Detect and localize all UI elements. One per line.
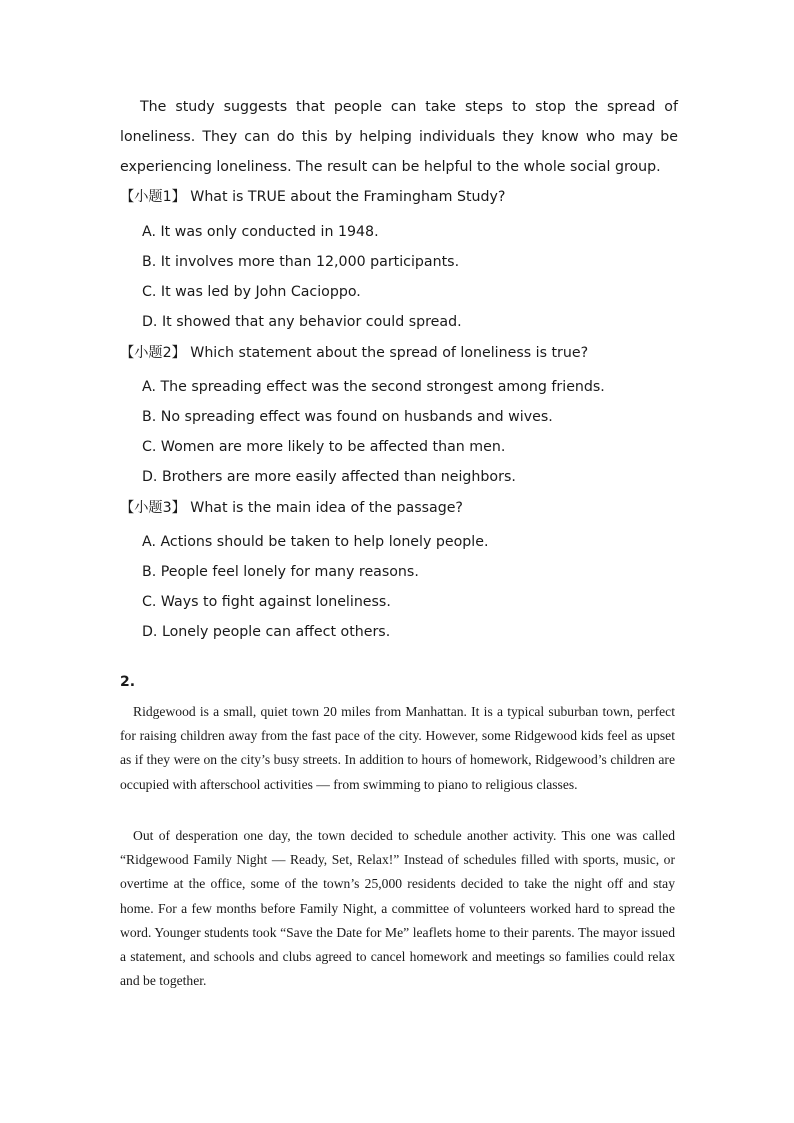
question-3-option-b: B. People feel lonely for many reasons. xyxy=(142,564,419,580)
question-1-stem: 【小题1】 What is TRUE about the Framingham Study? xyxy=(120,189,506,205)
question-3-option-d: D. Lonely people can affect others. xyxy=(142,624,391,640)
section-number: 2. xyxy=(120,674,136,690)
passage2-paragraph-2: Out of desperation one day, the town decided to schedule another activity. This one was called “Ridgewood Family Night — Ready, Set, Relax!” Instead of schedules filled with sports, music, or overtime at the office, some of the town’s 25,000 residents decided to take the night off and stay home. For a few months before Family Night, a committee of volunteers worked hard to spread the word. Younger students took “Save the Date for Me” leaflets home to their parents. The mayor issued a statement, and schools and clubs agreed to cancel homework and meetings so families could relax and be together. xyxy=(120,828,675,989)
question-3-stem: 【小题3】 What is the main idea of the passage? xyxy=(120,500,463,516)
question-1-option-d: D. It showed that any behavior could spread. xyxy=(142,314,462,330)
question-1-option-c: C. It was led by John Cacioppo. xyxy=(142,284,361,300)
question-3-option-a: A. Actions should be taken to help lonely people. xyxy=(142,534,489,550)
question-2-option-b: B. No spreading effect was found on husbands and wives. xyxy=(142,409,553,425)
question-2-option-a: A. The spreading effect was the second strongest among friends. xyxy=(142,379,605,395)
question-3-option-c: C. Ways to fight against loneliness. xyxy=(142,594,391,610)
question-1-option-a: A. It was only conducted in 1948. xyxy=(142,224,379,240)
question-2-option-d: D. Brothers are more easily affected than neighbors. xyxy=(142,469,516,485)
question-2-stem: 【小题2】 Which statement about the spread of loneliness is true? xyxy=(120,345,589,361)
question-2-option-c: C. Women are more likely to be affected than men. xyxy=(142,439,506,455)
passage2-paragraph-1: Ridgewood is a small, quiet town 20 miles from Manhattan. It is a typical suburban town, perfect for raising children away from the fast pace of the city. However, some Ridgewood kids feel as upset as if they were on the city’s busy streets. In addition to hours of homework, Ridgewood’s children are occupied with afterschool activities — from swimming to piano to religious classes. xyxy=(120,704,675,792)
question-1-option-b: B. It involves more than 12,000 participants. xyxy=(142,254,460,270)
passage1-paragraph: The study suggests that people can take steps to stop the spread of loneliness. They can do this by helping individuals they know who may be experiencing loneliness. The result can be helpful to the whole social group. xyxy=(120,99,678,175)
